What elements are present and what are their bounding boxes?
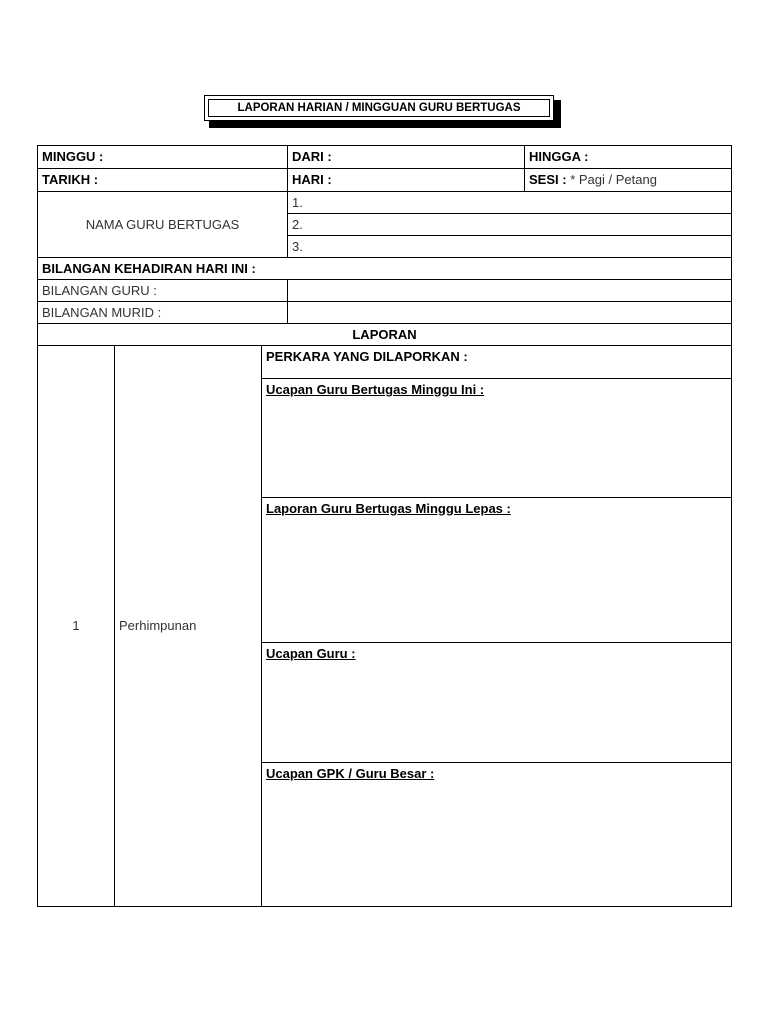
document-title: LAPORAN HARIAN / MINGGUAN GURU BERTUGAS <box>208 99 550 117</box>
tarikh-field[interactable]: TARIKH : <box>38 169 288 192</box>
guru-slot-1[interactable]: 1. <box>288 192 732 214</box>
sesi-field[interactable] <box>525 169 732 192</box>
section-ucapan-guru-bertugas[interactable]: Ucapan Guru Bertugas Minggu Ini : <box>262 379 732 498</box>
bilangan-murid-label: BILANGAN MURID : <box>38 302 288 324</box>
row-perkara <box>38 346 732 379</box>
item-number: 1 <box>38 346 115 907</box>
laporan-heading: LAPORAN <box>38 324 732 346</box>
row-laporan <box>38 324 732 346</box>
hingga-field[interactable]: HINGGA : <box>525 146 732 169</box>
row-bilangan-murid <box>38 302 732 324</box>
guru-slot-2[interactable]: 2. <box>288 214 732 236</box>
row-bilangan-guru <box>38 280 732 302</box>
bilangan-guru-value[interactable] <box>288 280 732 302</box>
title-box <box>204 95 554 121</box>
hari-field[interactable]: HARI : <box>288 169 525 192</box>
item-name: Perhimpunan <box>115 346 262 907</box>
section-laporan-minggu-lepas[interactable]: Laporan Guru Bertugas Minggu Lepas : <box>262 498 732 643</box>
section-ucapan-gpk[interactable]: Ucapan GPK / Guru Besar : <box>262 763 732 907</box>
perkara-heading: PERKARA YANG DILAPORKAN : <box>262 346 732 379</box>
guru-slot-3[interactable]: 3. <box>288 236 732 258</box>
bilangan-murid-value[interactable] <box>288 302 732 324</box>
row-tarikh <box>38 169 732 192</box>
row-minggu <box>38 146 732 169</box>
report-form <box>37 145 732 907</box>
bilangan-guru-label: BILANGAN GURU : <box>38 280 288 302</box>
minggu-field[interactable]: MINGGU : <box>38 146 288 169</box>
nama-guru-label: NAMA GURU BERTUGAS <box>38 192 288 258</box>
section-ucapan-guru[interactable]: Ucapan Guru : <box>262 643 732 763</box>
sesi-label: SESI : <box>529 172 567 187</box>
dari-field[interactable]: DARI : <box>288 146 525 169</box>
kehadiran-heading: BILANGAN KEHADIRAN HARI INI : <box>38 258 732 280</box>
row-guru-1 <box>38 192 732 214</box>
row-kehadiran <box>38 258 732 280</box>
sesi-options: * Pagi / Petang <box>566 172 657 187</box>
